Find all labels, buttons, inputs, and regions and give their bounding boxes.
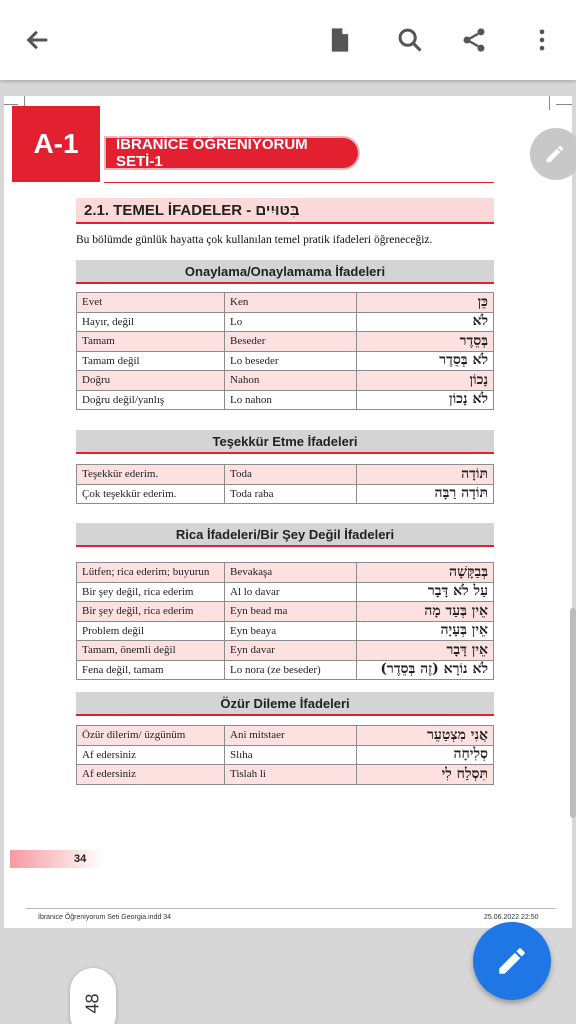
document-button[interactable] <box>316 16 364 64</box>
turkish-cell: Bir şey değil, rica ederim <box>77 582 225 602</box>
app-toolbar <box>0 0 576 80</box>
edit-fab-button[interactable] <box>473 922 551 1000</box>
category-title: Rica İfadeleri/Bir Şey Değil İfadeleri <box>76 523 494 547</box>
turkish-cell: Çok teşekkür ederim. <box>77 484 225 504</box>
more-options-button[interactable] <box>518 16 566 64</box>
transliteration-cell: Tislah li <box>225 765 357 785</box>
share-icon <box>460 26 488 54</box>
table-row <box>77 745 494 765</box>
hebrew-cell: כֵּן <box>357 293 494 313</box>
table-row <box>77 582 494 602</box>
transliteration-cell: Lo beseder <box>225 351 357 371</box>
transliteration-cell: Toda raba <box>225 484 357 504</box>
table-row <box>77 351 494 371</box>
pencil-icon <box>495 944 529 978</box>
table-row <box>77 726 494 746</box>
crop-mark <box>4 104 18 105</box>
page-indicator-number: 48 <box>82 992 103 1014</box>
turkish-cell: Evet <box>77 293 225 313</box>
header-divider <box>104 182 494 183</box>
crop-mark <box>556 104 572 105</box>
turkish-cell: Doğru <box>77 371 225 391</box>
hebrew-cell: אֵין בְּעַד מָה <box>357 602 494 622</box>
hebrew-cell: אֵין בְּעָיָה <box>357 621 494 641</box>
table-row <box>77 390 494 410</box>
hebrew-cell: תּוֹדָה <box>357 465 494 485</box>
footer-date: 25.06.2022 22:50 <box>484 914 539 921</box>
table-row <box>77 293 494 313</box>
category-title: Onaylama/Onaylamama İfadeleri <box>76 260 494 284</box>
phrase-table <box>76 292 494 410</box>
turkish-cell: Teşekkür ederim. <box>77 465 225 485</box>
search-icon <box>396 26 424 54</box>
table-row <box>77 563 494 583</box>
transliteration-cell: Nahon <box>225 371 357 391</box>
table-row <box>77 641 494 661</box>
table-row <box>77 371 494 391</box>
turkish-cell: Fena değil, tamam <box>77 660 225 680</box>
section-title: 2.1. TEMEL İFADELER - בִּטּוּיִים <box>76 198 494 224</box>
table-row <box>77 660 494 680</box>
hebrew-cell: בְּבַקָּשָׁה <box>357 563 494 583</box>
share-button[interactable] <box>450 16 498 64</box>
transliteration-cell: Lo <box>225 312 357 332</box>
hebrew-cell: בְּסֵדֶר <box>357 332 494 352</box>
transliteration-cell: Lo nahon <box>225 390 357 410</box>
phrase-table <box>76 725 494 785</box>
turkish-cell: Bir şey değil, rica ederim <box>77 602 225 622</box>
hebrew-cell: סְלִיחָה <box>357 745 494 765</box>
hebrew-cell: תּוֹדָה רַבָּה <box>357 484 494 504</box>
transliteration-cell: Eyn beaya <box>225 621 357 641</box>
scrollbar-thumb[interactable] <box>570 608 576 818</box>
category-title: Özür Dileme İfadeleri <box>76 692 494 716</box>
table-row <box>77 312 494 332</box>
pencil-icon <box>544 143 566 165</box>
table-row <box>77 621 494 641</box>
hebrew-cell: לֹא בְּסֵדֶר <box>357 351 494 371</box>
page-number: 34 <box>74 853 87 865</box>
arrow-left-icon <box>24 26 52 54</box>
hebrew-cell: נָכוֹן <box>357 371 494 391</box>
hebrew-cell: לֹא נוֹרָא (זֶה בְּסֵדֶר) <box>357 660 494 680</box>
turkish-cell: Doğru değil/yanlış <box>77 390 225 410</box>
more-vert-icon <box>528 26 556 54</box>
turkish-cell: Hayır, değil <box>77 312 225 332</box>
turkish-cell: Özür dilerim/ üzgünüm <box>77 726 225 746</box>
hebrew-cell: לֹא <box>357 312 494 332</box>
transliteration-cell: Al lo davar <box>225 582 357 602</box>
search-button[interactable] <box>386 16 434 64</box>
turkish-cell: Tamam <box>77 332 225 352</box>
document-page[interactable] <box>4 96 572 928</box>
table-row <box>77 465 494 485</box>
hebrew-cell: לֹא נָכוֹן <box>357 390 494 410</box>
document-icon <box>326 26 354 54</box>
transliteration-cell: Bevakaşa <box>225 563 357 583</box>
hebrew-cell: עַל לֹא דָּבָר <box>357 582 494 602</box>
hebrew-cell: תִּסְלַח לִי <box>357 765 494 785</box>
transliteration-cell: Slıha <box>225 745 357 765</box>
chapter-tab: A-1 <box>12 106 100 182</box>
transliteration-cell: Toda <box>225 465 357 485</box>
hebrew-cell: אֵין דָּבָר <box>357 641 494 661</box>
phrase-table <box>76 562 494 680</box>
crop-mark <box>549 96 550 110</box>
page-number-strip <box>10 850 104 868</box>
table-row <box>77 332 494 352</box>
table-row <box>77 765 494 785</box>
footer-filename: İbranice Ö̆ğreniyorum Seti Georgia.indd 34 <box>38 914 172 921</box>
transliteration-cell: Beseder <box>225 332 357 352</box>
turkish-cell: Lütfen; rica ederim; buyurun <box>77 563 225 583</box>
transliteration-cell: Ani mitstaer <box>225 726 357 746</box>
table-row <box>77 484 494 504</box>
back-button[interactable] <box>14 16 62 64</box>
turkish-cell: Af edersiniz <box>77 745 225 765</box>
phrase-table <box>76 464 494 504</box>
footer-divider <box>26 908 556 909</box>
transliteration-cell: Eyn davar <box>225 641 357 661</box>
transliteration-cell: Lo nora (ze beseder) <box>225 660 357 680</box>
turkish-cell: Af edersiniz <box>77 765 225 785</box>
page-indicator[interactable] <box>70 968 116 1024</box>
transliteration-cell: Eyn bead ma <box>225 602 357 622</box>
transliteration-cell: Ken <box>225 293 357 313</box>
annotate-button[interactable] <box>530 128 576 180</box>
intro-text: Bu bölümde günlük hayatta çok kullanılan temel pratik ifadeleri öğreneceğiz. <box>76 234 433 246</box>
category-title: Teşekkür Etme İfadeleri <box>76 430 494 454</box>
turkish-cell: Tamam değil <box>77 351 225 371</box>
turkish-cell: Tamam, önemli değil <box>77 641 225 661</box>
table-row <box>77 602 494 622</box>
turkish-cell: Problem değil <box>77 621 225 641</box>
series-title: İBRANİCE ÖĞRENİYORUM SETİ-1 <box>106 138 358 168</box>
hebrew-cell: אֲנִי מִצְטַעֵר <box>357 726 494 746</box>
